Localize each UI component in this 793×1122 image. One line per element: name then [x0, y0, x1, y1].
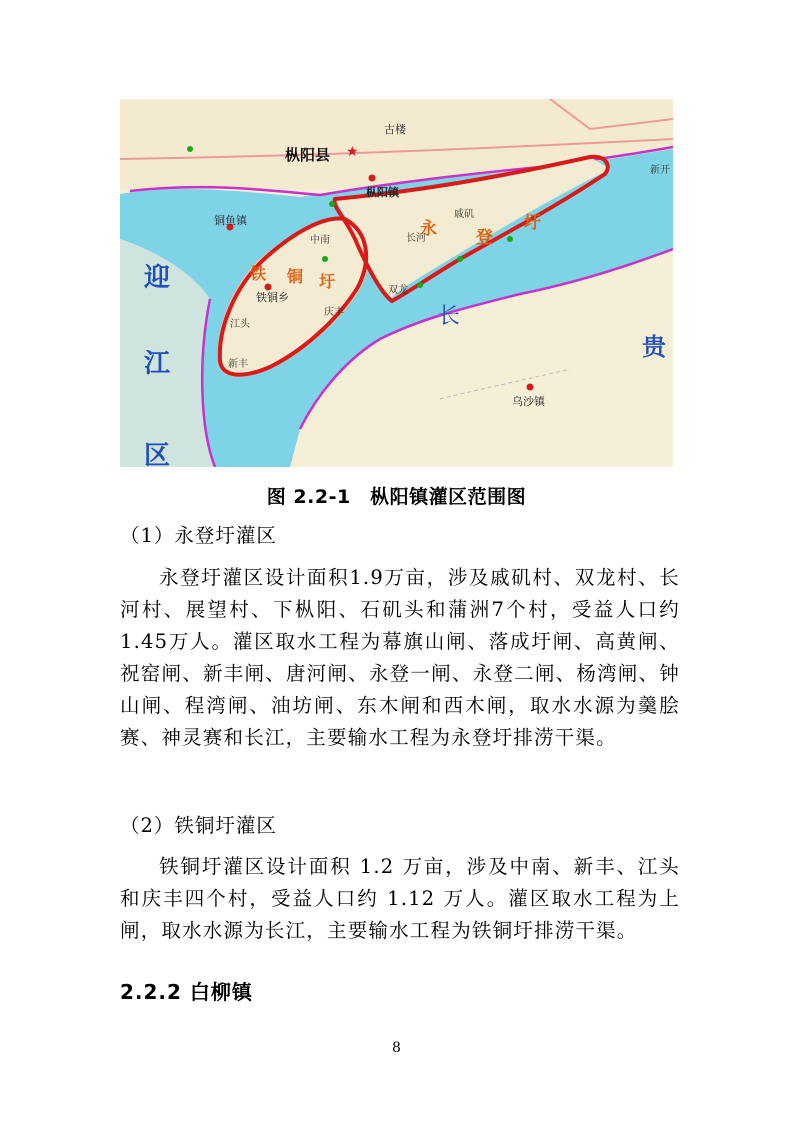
- section-heading: 2.2.2 白柳镇: [120, 980, 253, 1004]
- town-label: 古楼: [384, 123, 406, 136]
- village-label: 长河: [406, 233, 426, 244]
- figure-caption: 图 2.2-1 枞阳镇灌区范围图: [266, 486, 527, 508]
- section-body: 铁铜圩灌区设计面积 1.2 万亩，涉及中南、新丰、江头和庆丰四个村，受益人口约 1.12 万人。灌区取水工程为上闸，取水水源为长江，主要输水工程为铁铜圩排涝干渠。: [120, 855, 680, 942]
- polder-label: 圩: [524, 213, 541, 233]
- page-number: 8: [392, 1040, 401, 1056]
- polder-label: 永: [420, 219, 437, 239]
- irrigation-map: [120, 99, 673, 467]
- county-star-icon: ★: [346, 144, 359, 160]
- town-label: 乌沙镇: [512, 395, 545, 408]
- town-label: 铜鱼镇: [214, 214, 247, 227]
- town-label: 枞阳镇: [366, 186, 399, 199]
- village-label: 中南: [310, 235, 330, 246]
- polder-label: 登: [476, 228, 493, 248]
- village-label: 双龙: [388, 285, 408, 296]
- village-label: 江头: [230, 319, 250, 330]
- section-body: 永登圩灌区设计面积1.9万亩，涉及戚矶村、双龙村、长河村、展望村、下枞阳、石矶头和蒲洲7个村，受益人口约1.45万人。灌区取水工程为幕旗山闸、落成圩闸、高黄闸、祝窑闸、新丰闸、唐河闸、永登一闸、永登二闸、杨湾闸、钟山闸、程湾闸、油坊闸、东木闸和西木闸，取水水源为羹脍赛、神灵赛和长江，主要输水工程为永登圩排涝干渠。: [120, 566, 680, 749]
- section-title: （1）永登圩灌区: [120, 524, 277, 547]
- region-label: 江: [144, 349, 171, 379]
- polder-label: 圩: [319, 272, 336, 291]
- river-label: 长: [438, 304, 461, 329]
- village-label: 新丰: [228, 359, 248, 370]
- region-label: 迎: [144, 263, 171, 293]
- town-label: 铁铜乡: [256, 291, 289, 304]
- region-label: 区: [144, 441, 171, 467]
- polder-label: 铜: [287, 267, 304, 286]
- region-label: 贵: [642, 333, 666, 361]
- village-label: 新开: [650, 165, 670, 176]
- county-label: 枞阳县: [285, 146, 331, 164]
- section-title: （2）铁铜圩灌区: [120, 814, 277, 837]
- polder-label: 铁: [250, 264, 267, 283]
- village-label: 戚矶: [454, 209, 474, 220]
- village-label: 庆丰: [324, 307, 344, 318]
